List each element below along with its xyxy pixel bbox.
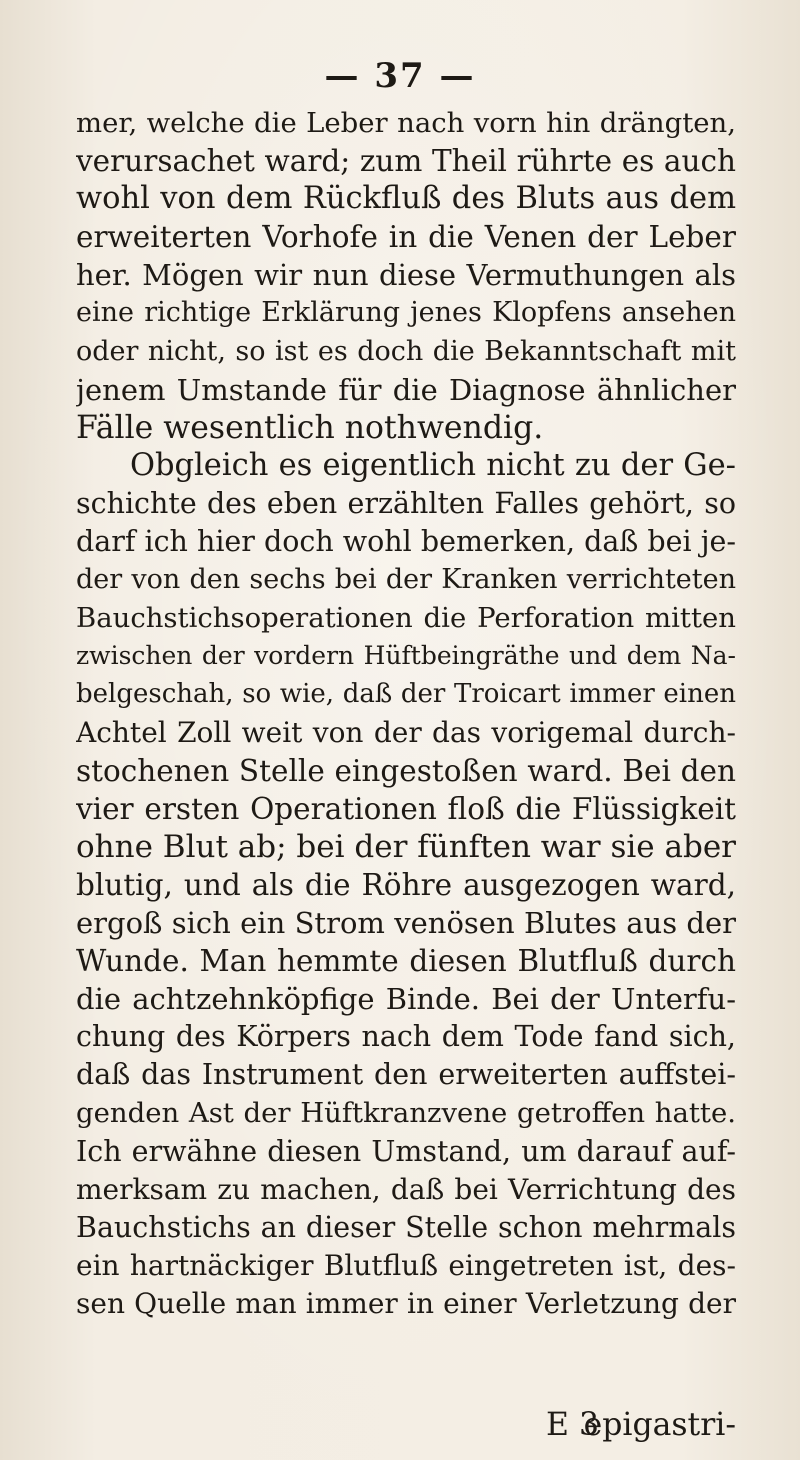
text-line: oder nicht, so ist es doch die Bekanntschaft mit	[76, 335, 736, 367]
text-line: sen Quelle man immer in einer Verletzung der	[76, 1286, 736, 1320]
text-line: genden Ast der Hüftkranzvene getroffen hatte.	[76, 1097, 736, 1130]
text-line: Obgleich es eigentlich nicht zu der Ge-	[130, 447, 736, 483]
text-line: Bauchstichsoperationen die Perforation mitten	[76, 602, 736, 635]
text-line: zwischen der vordern Hüftbeingräthe und dem Na-	[76, 641, 736, 671]
text-line: Achtel Zoll weit von der das vorigemal durch-	[76, 715, 736, 749]
text-line: schichte des eben erzählten Falles gehört, so	[76, 486, 736, 520]
text-line: verursachet ward; zum Theil rührte es auch	[76, 144, 736, 179]
text-line: ergoß sich ein Strom venösen Blutes aus der	[76, 905, 736, 940]
text-line: her. Mögen wir nun diese Vermuthungen als	[76, 258, 736, 293]
text-line: Wunde. Man hemmte diesen Blutfluß durch	[76, 944, 736, 979]
text-line: wohl von dem Rückfluß des Bluts aus dem	[76, 181, 736, 217]
text-line: ein hartnäckiger Blutfluß eingetreten ist, des-	[76, 1248, 736, 1282]
body-text	[76, 104, 736, 1323]
text-line: erweiterten Vorhofe in die Venen der Leber	[76, 220, 736, 255]
catchword: epigastri-	[583, 1407, 736, 1443]
text-line: vier ersten Operationen floß die Flüssigkeit	[76, 791, 736, 826]
text-line: blutig, und als die Röhre ausgezogen ward,	[76, 867, 736, 902]
text-line: jenem Umstande für die Diagnose ähnlicher	[76, 372, 736, 407]
footer-line	[76, 1406, 736, 1444]
text-line: chung des Körpers nach dem Tode fand sich,	[76, 1020, 736, 1054]
text-line: merksam zu machen, daß bei Verrichtung des	[76, 1172, 736, 1206]
text-line: eine richtige Erklärung jenes Klopfens ansehen	[76, 297, 736, 329]
page-number: — 37 —	[324, 56, 476, 96]
text-line: Ich erwähne diesen Umstand, um darauf auf-	[76, 1134, 736, 1168]
text-line: mer, welche die Leber nach vorn hin drängten,	[76, 107, 736, 139]
text-line: daß das Instrument den erweiterten auffstei-	[76, 1058, 736, 1092]
text-line: belgeschah, so wie, daß der Troicart immer einen	[76, 679, 736, 710]
text-line: der von den sechs bei der Kranken verrichteten	[76, 564, 736, 596]
signature-mark: E 3	[546, 1407, 600, 1443]
text-line: ohne Blut ab; bei der fünften war sie aber	[76, 828, 736, 865]
text-line: Bauchstichs an dieser Stelle schon mehrmals	[76, 1210, 736, 1244]
text-line: stochenen Stelle eingestoßen ward. Bei den	[76, 753, 736, 788]
text-line: Fälle wesentlich nothwendig.	[76, 409, 544, 446]
text-line: darf ich hier doch wohl bemerken, daß bei je-	[76, 525, 736, 559]
text-line: die achtzehnköpfige Binde. Bei der Unterfu-	[76, 982, 736, 1017]
